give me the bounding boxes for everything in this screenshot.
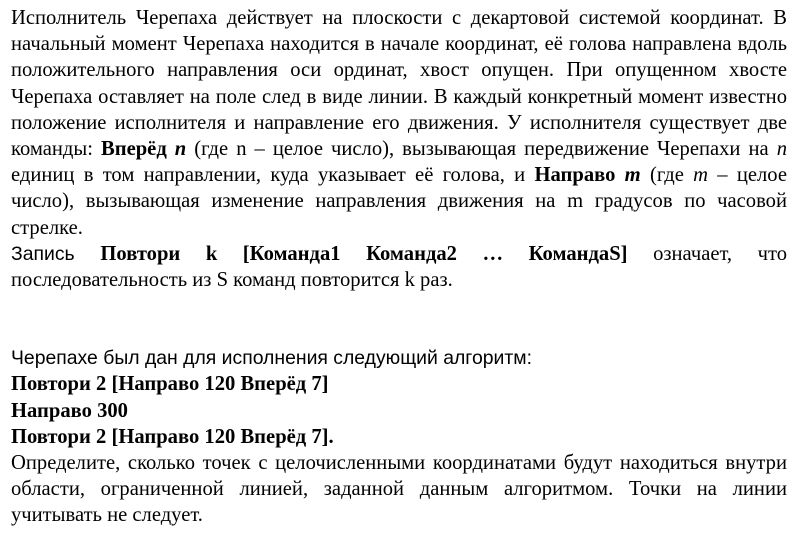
question-paragraph: Определите, сколько точек с целочисленными координатами будут находиться внутри области, ограниченной линией, заданной данным алгоритмом. Точки на линии учитывать не следует. [11, 452, 787, 527]
right-command: Направо [534, 164, 616, 187]
forward-command: Вперёд [100, 138, 167, 161]
right-variable: m [624, 164, 641, 187]
algorithm-line-3: Повтори 2 [Направо 120 Вперёд 7]. [11, 425, 334, 448]
intro-text-2: (где n – целое число), вызывающая передвижение Черепахи на [186, 138, 777, 161]
algorithm-intro: Черепахе был дан для исполнения следующий алгоритм: [11, 347, 532, 370]
intro-text-5: – целое число), вызывающая изменение направления движения на m градусов по часовой стрелке. [11, 164, 787, 239]
repeat-definition-suffix: означает, что последовательность из S команд повторится k раз. [11, 242, 788, 292]
repeat-syntax: Повтори k [Команда1 Команда2 … КомандаS] [100, 242, 628, 265]
steps-variable: n [776, 138, 787, 161]
intro-paragraph [11, 5, 787, 241]
intro-text-3: единиц в том направлении, куда указывает её голова, и [11, 164, 535, 187]
repeat-definition-paragraph [11, 241, 787, 293]
algorithm-line-1: Повтори 2 [Направо 120 Вперёд 7] [11, 373, 329, 396]
algorithm-line-2: Направо 300 [11, 399, 128, 422]
intro-text-4: (где [640, 164, 694, 187]
intro-text-1: Исполнитель Черепаха действует на плоскости с декартовой системой координат. В начальный момент Черепаха находится в начале координат, её голова направлена вдоль положительного направления оси ординат, хвост опущен. При опущенном хвосте Черепаха оставляет на поле след в виде линии. В каждый конкретный момент известно положение исполнителя и направление его движения. У исполнителя существует две команды: [11, 7, 787, 161]
angle-variable: m [693, 164, 709, 187]
blank-line [11, 293, 787, 345]
problem-document [11, 5, 787, 529]
forward-variable: n [174, 138, 187, 161]
repeat-definition-prefix: Запись [11, 242, 101, 265]
